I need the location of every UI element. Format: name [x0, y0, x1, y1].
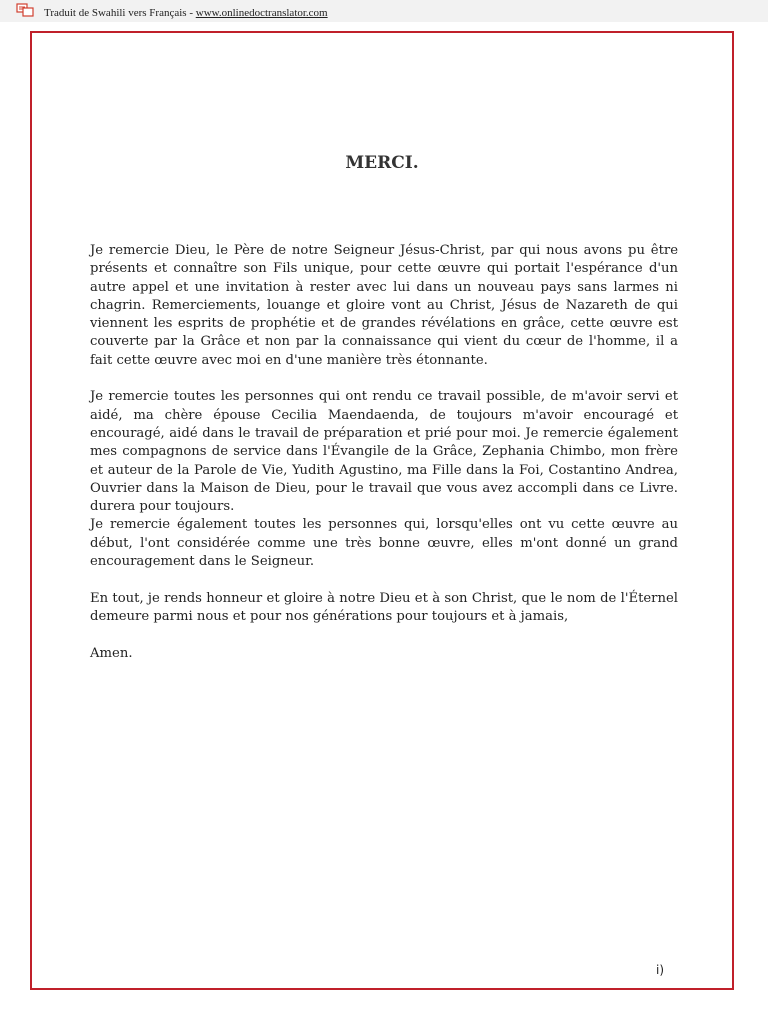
page-title: MERCI.	[345, 153, 419, 173]
translator-logo-icon	[16, 3, 34, 17]
paragraph-2: Je remercie toutes les personnes qui ont rendu ce travail possible, de m'avoir servi et aidé, ma chère épouse Cecilia Maendaenda, de toujours m'avoir encouragé et encouragé, aidé dans le travail de préparation et prié pour moi. Je remercie également mes compagnons de service dans l'Évangile de la Grâce, Zephania Chimbo, mon frère et auteur de la Parole de Vie, Yudith Agustino, ma Fille dans la Foi, Costantino Andrea, Ouvrier dans la Maison de Dieu, pour le travail que vous avez accompli dans ce Livre. durera pour toujours.	[90, 389, 678, 515]
translator-link[interactable]: www.onlinedoctranslator.com	[195, 7, 328, 19]
paragraph-1: Je remercie Dieu, le Père de notre Seigneur Jésus-Christ, par qui nous avons pu être présents et connaître son Fils unique, pour cette œuvre qui portait l'espérance d'un autre appel et une invitation à rester avec lui dans un nouveau pays sans larmes ni chagrin. Remerciements, louange et gloire vont au Christ, Jésus de Nazareth de qui viennent les esprits de prophétie et de grandes révélations en grâce, cette œuvre est couverte par la Grâce et non par la connaissance qui vient du cœur de l'homme, il a fait cette œuvre avec moi en d'une manière très étonnante.	[90, 243, 678, 368]
banner-text	[44, 7, 328, 19]
paragraph-3: Je remercie également toutes les personnes qui, lorsqu'elles ont vu cette œuvre au début, l'ont considérée comme une très bonne œuvre, elles m'ont donné un grand encouragement dans le Seigneur.	[90, 517, 678, 570]
document-body	[90, 242, 678, 663]
paragraph-4: En tout, je rends honneur et gloire à notre Dieu et à son Christ, que le nom de l'Éternel demeure parmi nous et pour nos générations pour toujours et à jamais,	[90, 590, 678, 624]
banner-prefix: Traduit de Swahili vers Français -	[44, 7, 196, 19]
closing-amen: Amen.	[90, 645, 133, 661]
document-page	[30, 31, 734, 990]
page-number: i)	[656, 963, 665, 977]
translation-banner	[0, 0, 768, 22]
